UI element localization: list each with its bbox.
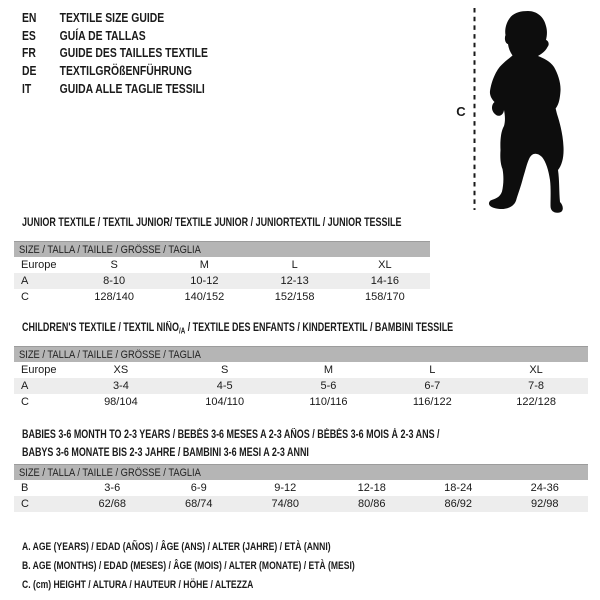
note-age-years: A. AGE (YEARS) / EDAD (AÑOS) / ÂGE (ANS) / ALTER (JAHRE) / ETÀ (ANNI): [22, 540, 331, 553]
height-cell: 86/92: [444, 498, 473, 510]
language-code: DE: [22, 63, 37, 79]
language-title: GUIDA ALLE TAGLIE TESSILI: [59, 80, 205, 96]
age-cell: 8-10: [103, 275, 126, 287]
height-cell: 158/170: [364, 291, 405, 303]
language-code: IT: [22, 80, 32, 96]
height-cell: 98/104: [104, 396, 138, 408]
language-title: GUIDE DES TAILLES TEXTILE: [59, 45, 208, 61]
size-cell: L: [429, 364, 436, 376]
language-list: [22, 9, 254, 97]
size-cell: L: [291, 259, 298, 271]
age-cell: 14-16: [370, 275, 399, 287]
table-row: [14, 480, 588, 496]
size-cell: M: [323, 364, 334, 376]
age-cell: 3-4: [112, 380, 129, 392]
children-table-title: CHILDREN'S TEXTILE / TEXTIL $NIÑO_{/A}$ / TEXTILE DES ENFANTS / KINDERTEXTIL / BAMBINI TESSILE: [22, 322, 454, 336]
height-cell: 68/74: [184, 498, 213, 510]
row-label: A: [21, 275, 29, 287]
height-cell: 140/152: [184, 291, 225, 303]
table-row: [14, 289, 430, 305]
height-cell: 104/110: [205, 396, 245, 408]
size-cell: XL: [529, 364, 543, 376]
size-cell: XS: [113, 364, 129, 376]
height-cell: 92/98: [530, 498, 559, 510]
language-row-de: [22, 62, 208, 80]
height-measure-label: C: [456, 104, 466, 119]
language-code: FR: [22, 45, 36, 61]
height-cell: 116/122: [412, 396, 452, 408]
language-title: GUÍA DE TALLAS: [59, 27, 146, 43]
table-row: [14, 273, 430, 289]
babies-table: [14, 464, 588, 512]
height-cell: 110/116: [309, 396, 348, 408]
size-header-band: SIZE / TALLA / TAILLE / GRÖSSE / TAGLIA: [14, 346, 588, 362]
baby-silhouette-icon: [450, 0, 590, 216]
age-cell: 5-6: [320, 380, 337, 392]
row-label: B: [21, 482, 29, 494]
table-row: [14, 378, 588, 394]
language-title: TEXTILE SIZE GUIDE: [59, 10, 165, 26]
babies-table-title: BABIES 3-6 MONTH TO 2-3 YEARS / BEBÉS 3-6 MESES A 2-3 AÑOS / BÉBÉS 3-6 MOIS À 2-3 ANS / BABYS 3-6 MONATE BIS 2-3 JAHRE / BAMBINI 3-6 MESI A 2-3 ANNI: [22, 429, 440, 459]
size-cell: XL: [378, 259, 392, 271]
language-row-fr: [22, 44, 208, 62]
size-cell: S: [221, 364, 229, 376]
height-cell: 74/80: [271, 498, 300, 510]
age-cell: 12-13: [280, 275, 309, 287]
height-cell: 122/128: [516, 396, 556, 408]
row-label: C: [21, 291, 29, 303]
age-cell: 3-6: [104, 482, 121, 494]
age-cell: 18-24: [444, 482, 473, 494]
legend-notes: [22, 537, 449, 595]
language-code: ES: [22, 27, 36, 43]
size-header-band: SIZE / TALLA / TAILLE / GRÖSSE / TAGLIA: [14, 464, 588, 480]
row-label: A: [21, 380, 29, 392]
language-row-it: [22, 79, 208, 97]
language-row-es: [22, 27, 208, 45]
size-cell: S: [110, 259, 118, 271]
language-row-en: [22, 9, 208, 27]
age-cell: 6-7: [424, 380, 441, 392]
baby-silhouette-shape: [489, 11, 564, 213]
row-label: C: [21, 396, 29, 408]
table-row: [14, 496, 588, 512]
size-header-band: SIZE / TALLA / TAILLE / GRÖSSE / TAGLIA: [14, 241, 430, 257]
height-cell: 128/140: [94, 291, 134, 303]
table-row: [14, 394, 588, 410]
age-cell: 4-5: [216, 380, 233, 392]
age-cell: 10-12: [190, 275, 219, 287]
junior-table: [14, 241, 430, 305]
junior-table-title: JUNIOR TEXTILE / TEXTIL JUNIOR/ TEXTILE JUNIOR / JUNIORTEXTIL / JUNIOR TESSILE: [22, 217, 402, 229]
height-cell: 62/68: [98, 498, 127, 510]
age-cell: 24-36: [530, 482, 559, 494]
age-cell: 7-8: [528, 380, 545, 392]
language-title: TEXTILGRÖßENFÜHRUNG: [59, 63, 192, 79]
size-cell: M: [199, 259, 209, 271]
note-height-cm: C. (cm) HEIGHT / ALTURA / HAUTEUR / HÖHE / ALTEZZA: [22, 578, 254, 591]
row-label: Europe: [21, 259, 57, 271]
children-table: [14, 346, 588, 410]
row-label: Europe: [21, 364, 57, 376]
height-cell: 152/158: [274, 291, 315, 303]
age-cell: 6-9: [190, 482, 207, 494]
height-cell: 80/86: [357, 498, 386, 510]
language-code: EN: [22, 10, 37, 26]
table-row: [14, 257, 430, 273]
age-cell: 9-12: [274, 482, 297, 494]
age-cell: 12-18: [357, 482, 386, 494]
table-row: [14, 362, 588, 378]
row-label: C: [21, 498, 29, 510]
note-age-months: B. AGE (MONTHS) / EDAD (MESES) / ÂGE (MOIS) / ALTER (MONATE) / ETÀ (MESI): [22, 559, 355, 572]
